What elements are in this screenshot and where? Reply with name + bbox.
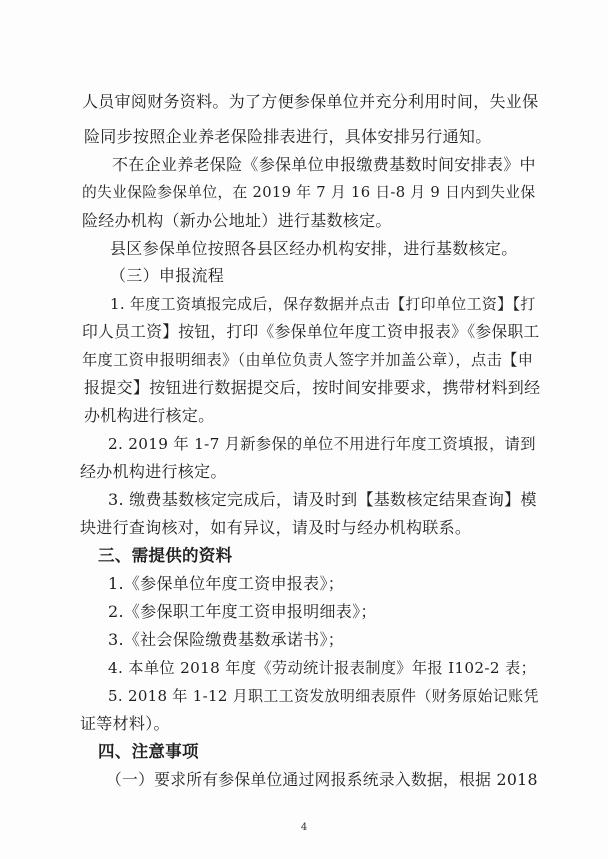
text-line: 经办机构进行核定。 xyxy=(80,462,227,481)
text-line: 人员审阅财务资料。为了方便参保单位并充分利用时间，失业保 xyxy=(82,92,539,111)
text-line: 县区参保单位按照各县区经办机构安排，进行基数核定。 xyxy=(110,239,518,258)
subsection-heading: （三）申报流程 xyxy=(110,266,225,285)
text-line: 1. 年度工资填报完成后，保存数据并点击【打印单位工资】【打 xyxy=(110,295,536,313)
text-line: 的失业保险参保单位，在 2019 年 7 月 16 日-8 月 9 日内到失业保 xyxy=(82,184,536,201)
list-item: 1.《参保单位年度工资申报表》； xyxy=(108,574,345,593)
text-line: 报提交】按钮进行数据提交后，按时间安排要求，携带材料到经 xyxy=(84,378,541,397)
text-line: 3. 缴费基数核定完成后，请及时到【基数核定结果查询】模 xyxy=(108,490,537,509)
text-line: 块进行查询核对，如有异议，请及时与经办机构联系。 xyxy=(80,518,472,537)
list-item: 5. 2018 年 1-12 月职工工资发放明细表原件（财务原始记账凭 xyxy=(108,687,539,705)
text-line: 不在企业养老保险《参保单位申报缴费基数时间安排表》中 xyxy=(112,155,536,174)
text-line: 证等材料）。 xyxy=(80,714,170,733)
section-heading: 四、注意事项 xyxy=(98,742,199,761)
text-line: 险同步按照企业养老保险排表进行，具体安排另行通知。 xyxy=(84,127,492,146)
text-line: 险经办机构（新办公地址）进行基数核定。 xyxy=(82,211,392,230)
section-heading: 三、需提供的资料 xyxy=(98,546,233,565)
list-item: 2.《参保职工年度工资申报明细表》； xyxy=(108,602,377,621)
text-line: 印人员工资】按钮，打印《参保单位年度工资申报表》《参保职工 xyxy=(82,322,540,341)
text-line: 2. 2019 年 1-7 月新参保的单位不用进行年度工资填报，请到 xyxy=(108,435,536,453)
text-line: 年度工资申报明细表》（由单位负责人签字并加盖公章），点击【申 xyxy=(82,351,534,369)
text-line: 办机构进行核定。 xyxy=(84,406,215,425)
list-item: 4. 本单位 2018 年度《劳动统计报表制度》年报 I102-2 表； xyxy=(108,659,537,677)
text-line: （一）要求所有参保单位通过网报系统录入数据，根据 2018 xyxy=(106,770,538,789)
page-number: 4 xyxy=(300,822,308,833)
list-item: 3.《社会保险缴费基数承诺书》； xyxy=(108,630,345,649)
